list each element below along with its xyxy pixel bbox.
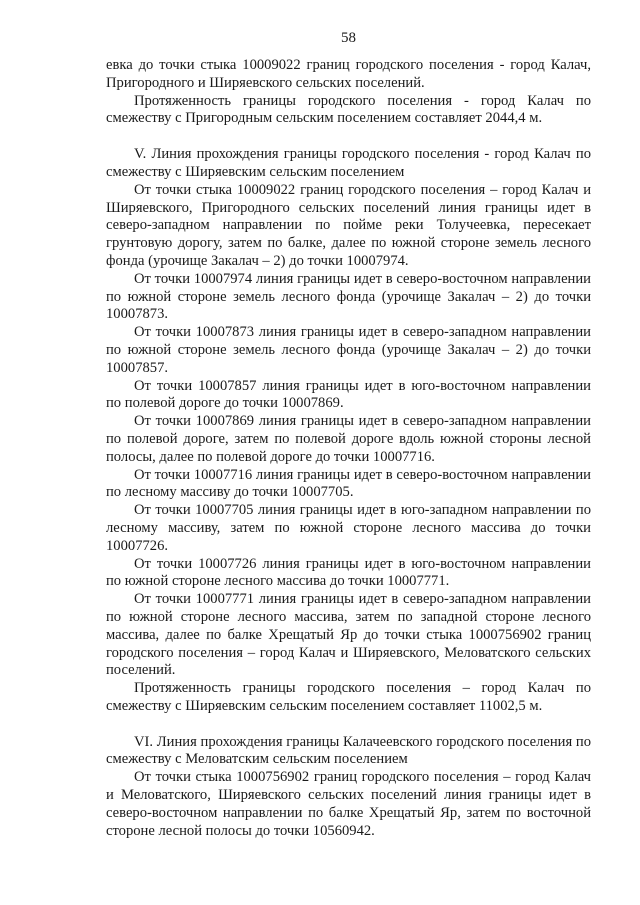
document-page — [106, 30, 591, 840]
section-5-paragraph: От точки 10007716 линия границы идет в северо-восточном направлении по лесному массиву до точки 10007705. — [106, 466, 591, 501]
section-6-paragraph: От точки стыка 1000756902 границ городского поселения – город Калач и Меловатского, Ширяевского сельских поселений линия границы идет в северо-восточном направлении по балке Хрещатый Яр, затем по восточной стороне лесной полосы до точки 10560942. — [106, 769, 591, 839]
paragraph-continuation: евка до точки стыка 10009022 границ городского поселения - город Калач, Пригородного и Ширяевского сельских поселений. — [106, 57, 591, 91]
paragraph-length-pregorodnoe: Протяженность границы городского поселения - город Калач по смежеству с Пригородным сельским поселением составляет 2044,4 м. — [106, 92, 591, 127]
section-5-paragraph: От точки 10007974 линия границы идет в северо-восточном направлении по южной стороне земель лесного фонда (урочище Закалач – 2) до точки 10007873. — [106, 270, 591, 323]
section-spacer — [106, 128, 591, 146]
section-5-paragraph: От точки 10007869 линия границы идет в северо-западном направлении по полевой дороге, затем по полевой дороге вдоль южной стороны лесной полосы, далее по полевой дороге до точки 10007716. — [106, 413, 591, 465]
section-5-length-paragraph: Протяженность границы городского поселения – город Калач по смежеству с Ширяевским сельским поселением составляет 11002,5 м. — [106, 680, 591, 714]
page-number: 58 — [341, 30, 356, 46]
section-spacer — [106, 716, 591, 734]
section-5-paragraph: От точки стыка 10009022 границ городского поселения – город Калач и Ширяевского, Пригородного сельских поселений линия границы идет в северо-западном направлении по пойме реки Толучеевка, пересекает грунтовую дорогу, затем по балке, далее по южной стороне земель лесного фонда (урочище Закалач – 2) до точки 10007974. — [106, 181, 591, 269]
section-6-heading: VI. Линия прохождения границы Калачеевского городского поселения по смежеству с Меловатским сельским поселением — [106, 733, 591, 768]
section-5-paragraph: От точки 10007771 линия границы идет в северо-западном направлении по южной стороне лесного массива, затем по западной стороне лесного массива, далее по балке Хрещатый Яр до точки стыка 1000756902 границ городского поселения – город Калач и Ширяевского, Меловатского сельских поселений. — [106, 591, 591, 679]
section-5-paragraph: От точки 10007705 линия границы идет в юго-западном направлении по лесному массиву, затем по южной стороне лесного массива до точки 10007726. — [106, 502, 591, 554]
section-5-heading: V. Линия прохождения границы городского поселения - город Калач по смежеству с Ширяевским сельским поселением — [106, 146, 591, 180]
section-5-paragraph: От точки 10007726 линия границы идет в юго-восточном направлении по южной стороне лесного массива до точки 10007771. — [106, 555, 591, 590]
section-5-paragraph: От точки 10007857 линия границы идет в юго-восточном направлении по полевой дороге до точки 10007869. — [106, 377, 591, 412]
section-5-paragraph: От точки 10007873 линия границы идет в северо-западном направлении по южной стороне земель лесного фонда (урочище Закалач – 2) до точки 10007857. — [106, 324, 591, 376]
